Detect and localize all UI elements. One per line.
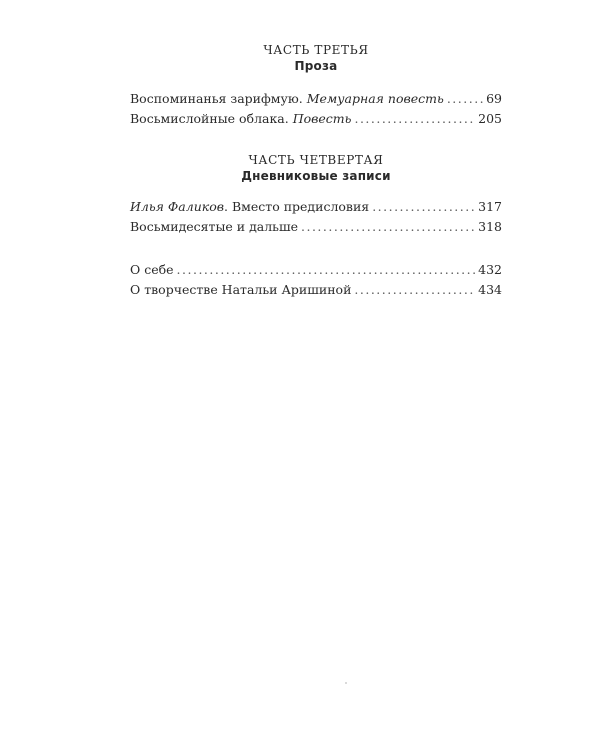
part-title: Проза bbox=[294, 59, 338, 73]
entry-title: Илья Фаликов. Вместо предисловия bbox=[130, 199, 370, 214]
part-three-heading bbox=[130, 42, 502, 75]
dot-leader bbox=[354, 109, 475, 129]
entry-title: Восьмислойные облака. Повесть bbox=[130, 111, 352, 126]
part-title: Дневниковые записи bbox=[241, 169, 391, 183]
entry-page-number: 434 bbox=[478, 282, 502, 297]
entry-title: Воспоминанья зарифмую. Мемуарная повесть bbox=[130, 91, 444, 106]
part-label: ЧАСТЬ ЧЕТВЕРТАЯ bbox=[248, 153, 384, 167]
appendix-entries bbox=[130, 260, 502, 300]
toc-entry[interactable] bbox=[130, 217, 502, 237]
part-four-heading bbox=[130, 152, 502, 185]
toc-entry[interactable] bbox=[130, 197, 502, 217]
dot-leader bbox=[177, 260, 476, 280]
entry-title: О себе bbox=[130, 262, 174, 277]
toc-entry[interactable] bbox=[130, 280, 502, 300]
toc-entry[interactable] bbox=[130, 89, 502, 109]
part-three-entries bbox=[130, 89, 502, 129]
toc-entry[interactable] bbox=[130, 109, 502, 129]
dot-leader bbox=[447, 89, 483, 109]
dot-leader bbox=[301, 217, 475, 237]
entry-title: Восьмидесятые и дальше bbox=[130, 219, 299, 234]
dot-leader bbox=[354, 280, 475, 300]
entry-subtitle: Повесть bbox=[292, 111, 352, 126]
toc-entry[interactable] bbox=[130, 260, 502, 280]
entry-page-number: 432 bbox=[478, 262, 502, 277]
entry-page-number: 205 bbox=[478, 111, 502, 126]
entry-title: О творчестве Натальи Аришиной bbox=[130, 282, 352, 297]
dot-leader bbox=[372, 197, 475, 217]
part-label: ЧАСТЬ ТРЕТЬЯ bbox=[263, 43, 369, 57]
entry-subtitle: Мемуарная повесть bbox=[306, 91, 444, 106]
entry-page-number: 317 bbox=[478, 199, 502, 214]
part-four-entries bbox=[130, 197, 502, 237]
entry-author: Илья Фаликов bbox=[130, 199, 225, 214]
entry-page-number: 318 bbox=[478, 219, 502, 234]
paper-speck bbox=[345, 682, 347, 684]
entry-page-number: 69 bbox=[486, 91, 502, 106]
